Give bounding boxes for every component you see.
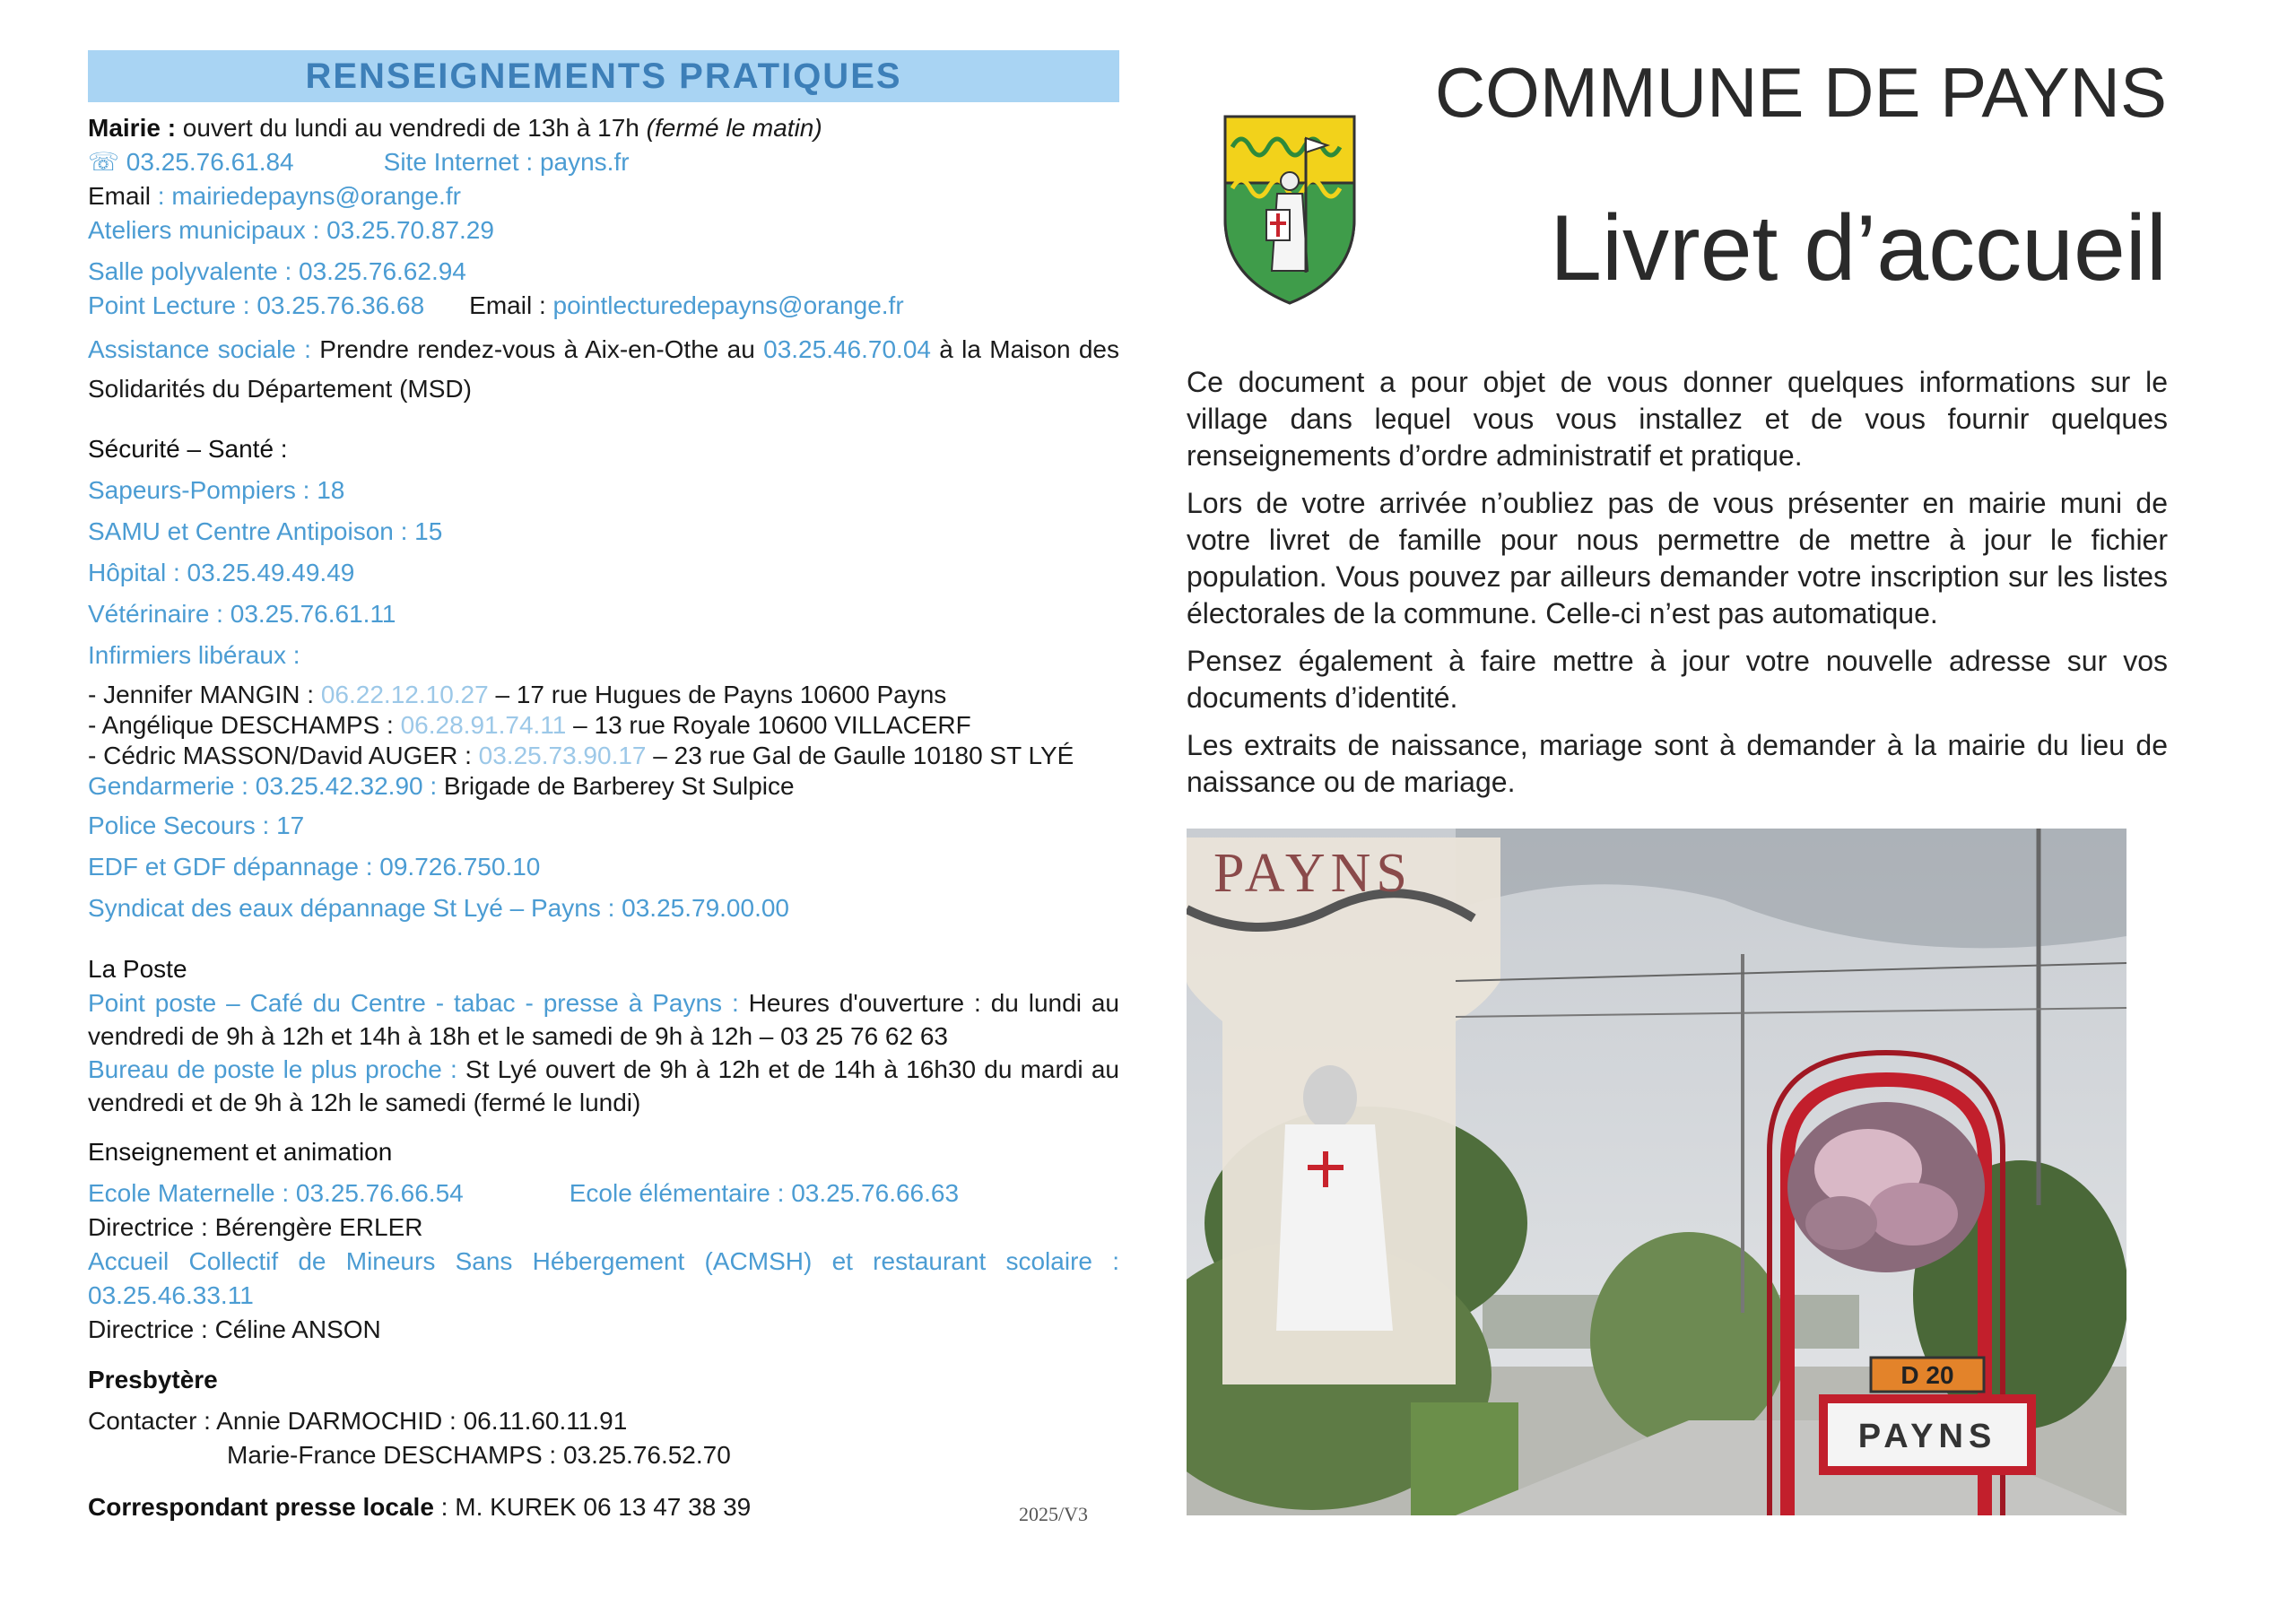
- tower-text: PAYNS: [1213, 843, 1413, 904]
- website-link[interactable]: Site Internet : payns.fr: [383, 148, 630, 176]
- coat-of-arms-icon: [1220, 111, 1360, 308]
- mairie-email-line: Email : mairiedepayns@orange.fr: [88, 182, 461, 210]
- mairie-email-link[interactable]: : mairiedepayns@orange.fr: [151, 182, 461, 210]
- bureau-poste: Bureau de poste le plus proche : St Lyé ouvert de 9h à 12h et de 14h à 16h30 du mardi au vendredi et de 9h à 12h le samedi (fermé le lundi): [88, 1055, 1119, 1116]
- intro-paragraph: Lors de votre arrivée n’oubliez pas de vous présenter en mairie muni de votre livret de famille pour nous permettre de mettre à jour le fichier population. Vous pouvez par ailleurs demander votre inscription sur les listes électorales de la commune. Celle-ci n’est pas automatique.: [1187, 487, 2168, 629]
- presbytere-contact-1: Contacter : Annie DARMOCHID : 06.11.60.11.91: [88, 1407, 628, 1435]
- infirmier-item: - Angélique DESCHAMPS : 06.28.91.74.11 – 13 rue Royale 10600 VILLACERF: [88, 711, 971, 739]
- presbytere-heading: Presbytère: [88, 1366, 218, 1393]
- point-poste: Point poste – Café du Centre - tabac - presse à Payns : Heures d'ouverture : du lundi au vendredi de 9h à 12h et 14h à 18h et le samedi de 9h à 12h – 03 25 76 62 63: [88, 989, 1119, 1050]
- infirmiers-heading: Infirmiers libéraux :: [88, 641, 300, 669]
- commune-title: COMMUNE DE PAYNS: [1434, 53, 2167, 132]
- sign-text: PAYNS: [1857, 1418, 1997, 1455]
- mairie-phone: ☏ 03.25.76.61.84: [88, 148, 294, 176]
- salle-line: Salle polyvalente : 03.25.76.62.94: [88, 257, 466, 285]
- ateliers-line: Ateliers municipaux : 03.25.70.87.29: [88, 216, 494, 244]
- presbytere-contact-2: Marie-France DESCHAMPS : 03.25.76.52.70: [227, 1441, 731, 1469]
- infirmier-item: - Jennifer MANGIN : 06.22.12.10.27 – 17 rue Hugues de Payns 10600 Payns: [88, 681, 947, 708]
- intro-paragraph: Pensez également à faire mettre à jour votre nouvelle adresse sur vos documents d’identité.: [1187, 645, 2168, 714]
- practical-info-column: [88, 50, 1119, 1524]
- assistance-sociale: Assistance sociale : Prendre rendez-vous à Aix-en-Othe au 03.25.46.70.04 à la Maison des Solidarités du Département (MSD): [88, 335, 1120, 403]
- police-line: Police Secours : 17: [88, 812, 305, 839]
- directrice-acmsh: Directrice : Céline ANSON: [88, 1315, 381, 1343]
- securite-heading: Sécurité – Santé :: [88, 435, 288, 463]
- road-number: D 20: [1900, 1361, 1954, 1389]
- veterinaire-line: Vétérinaire : 03.25.76.61.11: [88, 600, 396, 628]
- accueil-collectif: Accueil Collectif de Mineurs Sans Hébergement (ACMSH) et restaurant scolaire : 03.25.46.33.11: [88, 1247, 1119, 1309]
- poste-heading: La Poste: [88, 955, 187, 983]
- village-photo: [1187, 829, 2126, 1515]
- presse-line: Correspondant presse locale : M. KUREK 06 13 47 38 39: [88, 1493, 752, 1521]
- practical-info-banner: RENSEIGNEMENTS PRATIQUES: [88, 50, 1119, 102]
- directrice-maternelle: Directrice : Bérengère ERLER: [88, 1213, 423, 1241]
- point-lecture-email-link[interactable]: pointlecturedepayns@orange.fr: [552, 291, 904, 319]
- edf-line: EDF et GDF dépannage : 09.726.750.10: [88, 853, 541, 881]
- infirmier-item: - Cédric MASSON/David AUGER : 03.25.73.90.17 – 23 rue Gal de Gaulle 10180 ST LYÉ: [88, 742, 1074, 769]
- intro-paragraph: Les extraits de naissance, mariage sont à demander à la mairie du lieu de naissance ou de mariage.: [1187, 729, 2168, 798]
- version-label: 2025/V3: [1019, 1503, 1088, 1525]
- samu-line: SAMU et Centre Antipoison : 15: [88, 517, 443, 545]
- mairie-contact-line: [88, 145, 1119, 179]
- intro-paragraph: Ce document a pour objet de vous donner quelques informations sur le village dans lequel vous vous installez et de vous fournir quelques renseignements d’ordre administratif et pratique.: [1187, 366, 2168, 472]
- ecoles-line: Ecole Maternelle : 03.25.76.66.54 Ecole élémentaire : 03.25.76.66.63: [88, 1179, 960, 1207]
- pompiers-line: Sapeurs-Pompiers : 18: [88, 476, 345, 504]
- syndicat-line: Syndicat des eaux dépannage St Lyé – Payns : 03.25.79.00.00: [88, 894, 789, 922]
- enseignement-heading: Enseignement et animation: [88, 1138, 393, 1166]
- point-lecture-line: Point Lecture : 03.25.76.36.68 Email : pointlecturedepayns@orange.fr: [88, 291, 904, 319]
- hopital-line: Hôpital : 03.25.49.49.49: [88, 559, 355, 586]
- intro-text: [1187, 364, 2168, 812]
- livret-title: Livret d’accueil: [1550, 196, 2167, 300]
- gendarmerie-line: Gendarmerie : 03.25.42.32.90 : Brigade de Barberey St Sulpice: [88, 772, 795, 800]
- mairie-line: Mairie : ouvert du lundi au vendredi de 13h à 17h (fermé le matin): [88, 114, 822, 142]
